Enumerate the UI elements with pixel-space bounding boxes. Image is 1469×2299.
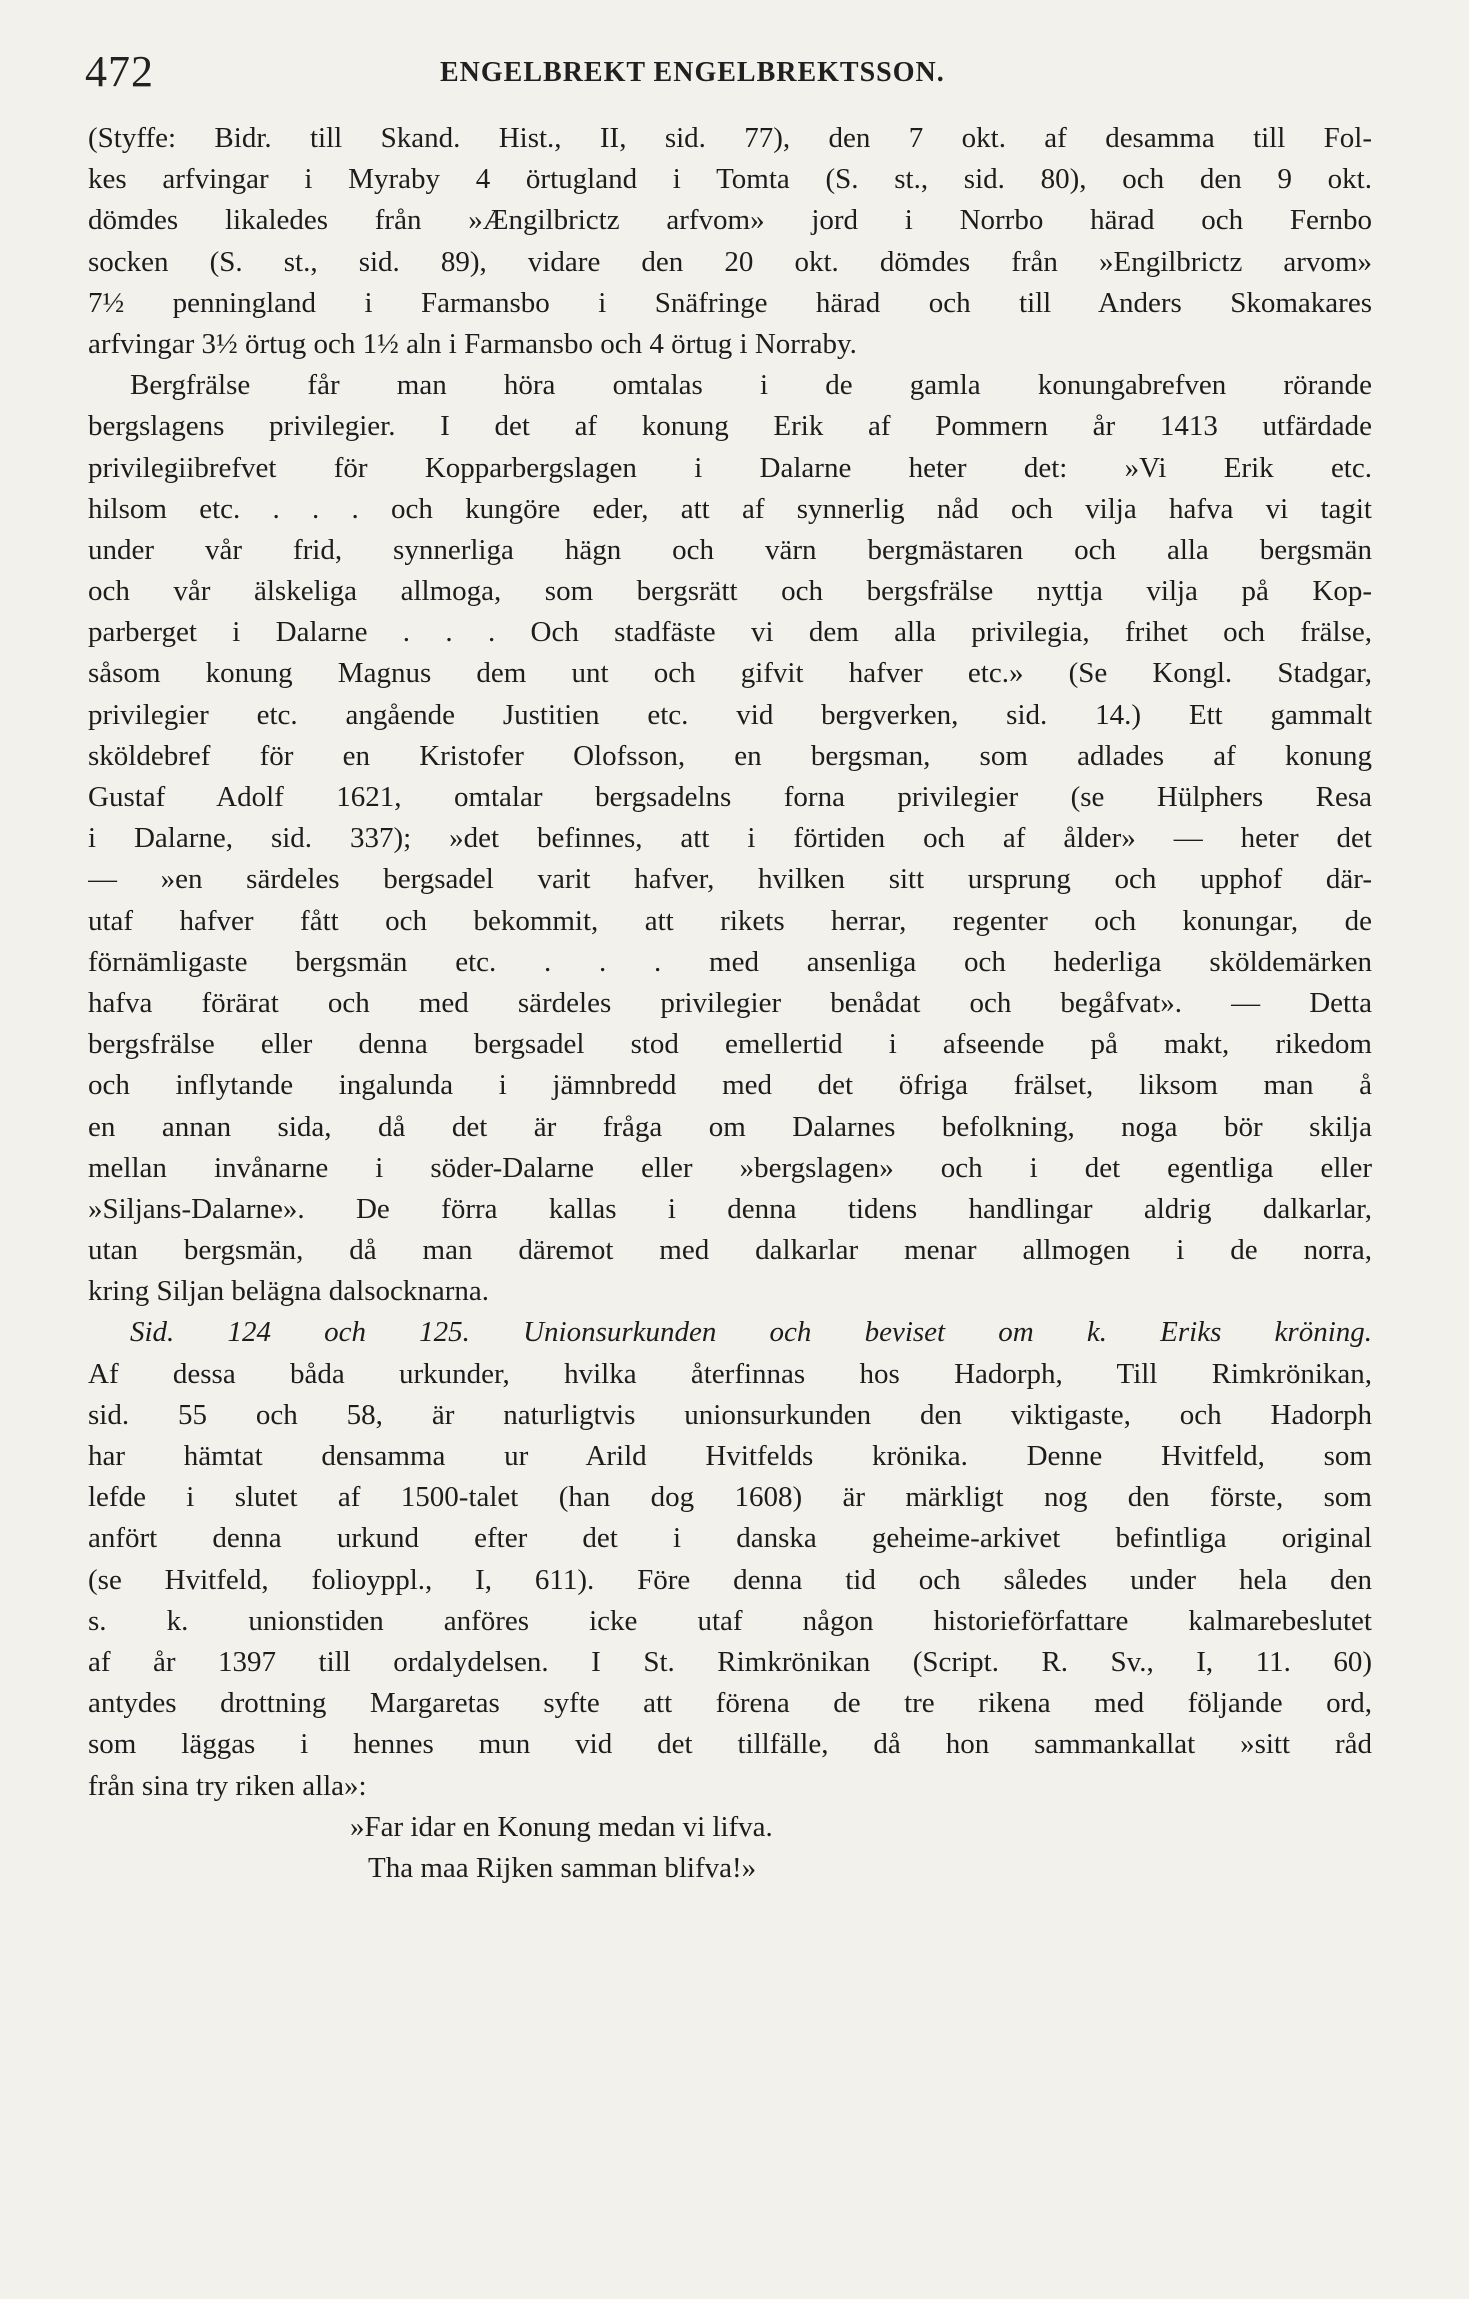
text-line: — »en särdeles bergsadel varit hafver, hvilken sitt ursprung och upphof där-: [88, 863, 1372, 896]
text-line: hilsom etc. . . . och kungöre eder, att af synnerlig nåd och vilja hafva vi tagit: [88, 492, 1372, 525]
text-line: kring Siljan belägna dalsocknarna.: [88, 1275, 490, 1308]
text-line: har hämtat densamma ur Arild Hvitfelds krönika. Denne Hvitfeld, som: [88, 1440, 1372, 1472]
text-line: dömdes likaledes från »Ængilbrictz arfvom» jord i Norrbo härad och Fernbo: [88, 204, 1372, 237]
text-line: under vår frid, synnerliga hägn och värn bergmästaren och alla bergsmän: [88, 533, 1372, 566]
text-line: kes arfvingar i Myraby 4 örtugland i Tomta (S. st., sid. 80), och den 9 okt.: [88, 163, 1372, 196]
text-line: utan bergsmän, då man däremot med dalkarlar menar allmogen i de norra,: [88, 1234, 1372, 1267]
body-text: [88, 118, 1372, 1889]
text-line: socken (S. st., sid. 89), vidare den 20 okt. dömdes från »Engilbrictz arvom»: [88, 245, 1372, 278]
text-line: arfvingar 3½ örtug och 1½ aln i Farmansbo och 4 örtug i Norraby.: [88, 327, 857, 360]
verse-line: »Far idar en Konung medan vi lifva.: [350, 1810, 773, 1843]
text-line: »Siljans-Dalarne». De förra kallas i denna tidens handlingar aldrig dalkarlar,: [88, 1192, 1372, 1225]
text-line: och vår älskeliga allmoga, som bergsrätt och bergsfrälse nyttja vilja på Kop-: [88, 575, 1372, 608]
text-line: hafva förärat och med särdeles privilegier benådat och begåfvat». — Detta: [88, 986, 1372, 1019]
text-line: 7½ penningland i Farmansbo i Snäfringe härad och till Anders Skomakares: [88, 286, 1372, 319]
running-head: ENGELBREKT ENGELBREKTSSON.: [440, 57, 945, 88]
text-line: Gustaf Adolf 1621, omtalar bergsadelns forna privilegier (se Hülphers Resa: [88, 781, 1372, 813]
text-line: s. k. unionstiden anföres icke utaf någon historieförfattare kalmarebeslutet: [88, 1604, 1372, 1637]
text-line: privilegier etc. angående Justitien etc. vid bergverken, sid. 14.) Ett gammalt: [88, 698, 1372, 731]
paragraph-bergfralse-start: Bergfrälse får man höra omtalas i de gamla konungabrefven rörande: [130, 369, 1372, 402]
text-line: bergslagens privilegier. I det af konung Erik af Pommern år 1413 utfärdade: [88, 410, 1372, 443]
text-line: förnämligaste bergsmän etc. . . . med ansenliga och hederliga sköldemärken: [88, 945, 1372, 978]
text-line: (Styffe: Bidr. till Skand. Hist., II, sid. 77), den 7 okt. af desamma till Fol-: [88, 122, 1372, 154]
text-line: som läggas i hennes mun vid det tillfälle, då hon sammankallat »sitt råd: [88, 1728, 1372, 1761]
text-line: en annan sida, då det är fråga om Dalarnes befolkning, noga bör skilja: [88, 1110, 1372, 1143]
text-line: bergsfrälse eller denna bergsadel stod emellertid i afseende på makt, rikedom: [88, 1028, 1372, 1061]
text-line: sid. 55 och 58, är naturligtvis unionsurkunden den viktigaste, och Hadorph: [88, 1398, 1372, 1431]
section-heading-unionsurkunden: [88, 1312, 1372, 1353]
text-line: och inflytande ingalunda i jämnbredd med det öfriga frälset, liksom man å: [88, 1069, 1372, 1102]
text-line: såsom konung Magnus dem unt och gifvit hafver etc.» (Se Kongl. Stadgar,: [88, 657, 1372, 690]
text-line: (se Hvitfeld, folioуppl., I, 611). Före denna tid och således under hela den: [88, 1563, 1372, 1596]
text-line: Af dessa båda urkunder, hvilka återfinnas hos Hadorph, Till Rimkrönikan,: [88, 1357, 1372, 1390]
text-line: parberget i Dalarne . . . Och stadfäste vi dem alla privilegia, frihet och frälse,: [88, 616, 1372, 649]
text-line: i Dalarne, sid. 337); »det befinnes, att i förtiden och af ålder» — heter det: [88, 822, 1372, 855]
text-line: af år 1397 till ordalydelsen. I St. Rimkrönikan (Script. R. Sv., I, 11. 60): [88, 1645, 1372, 1678]
text-line: sköldebref för en Kristofer Olofsson, en bergsman, som adlades af konung: [88, 739, 1372, 772]
text-line: mellan invånarne i söder-Dalarne eller »bergslagen» och i det egentliga eller: [88, 1151, 1372, 1184]
text-line: antydes drottning Margaretas syfte att förena de tre rikena med följande ord,: [88, 1687, 1372, 1720]
section-heading-text: Sid. 124 och 125. Unionsurkunden och beviset om k. Eriks kröning.: [130, 1316, 1372, 1349]
page-number: 472: [85, 47, 154, 96]
text-line: utaf hafver fått och bekommit, att rikets herrar, regenter och konungar, de: [88, 904, 1372, 937]
text-line: från sina try riken alla»:: [88, 1769, 367, 1802]
text-line: lefde i slutet af 1500-talet (han dog 1608) är märkligt nog den förste, som: [88, 1481, 1372, 1514]
text-line: privilegiibrefvet för Kopparbergslagen i Dalarne heter det: »Vi Erik etc.: [88, 451, 1372, 484]
text-line: anfört denna urkund efter det i danska geheime-arkivet befintliga original: [88, 1522, 1372, 1555]
verse-line: Tha maa Rijken samman blifva!»: [368, 1851, 757, 1884]
